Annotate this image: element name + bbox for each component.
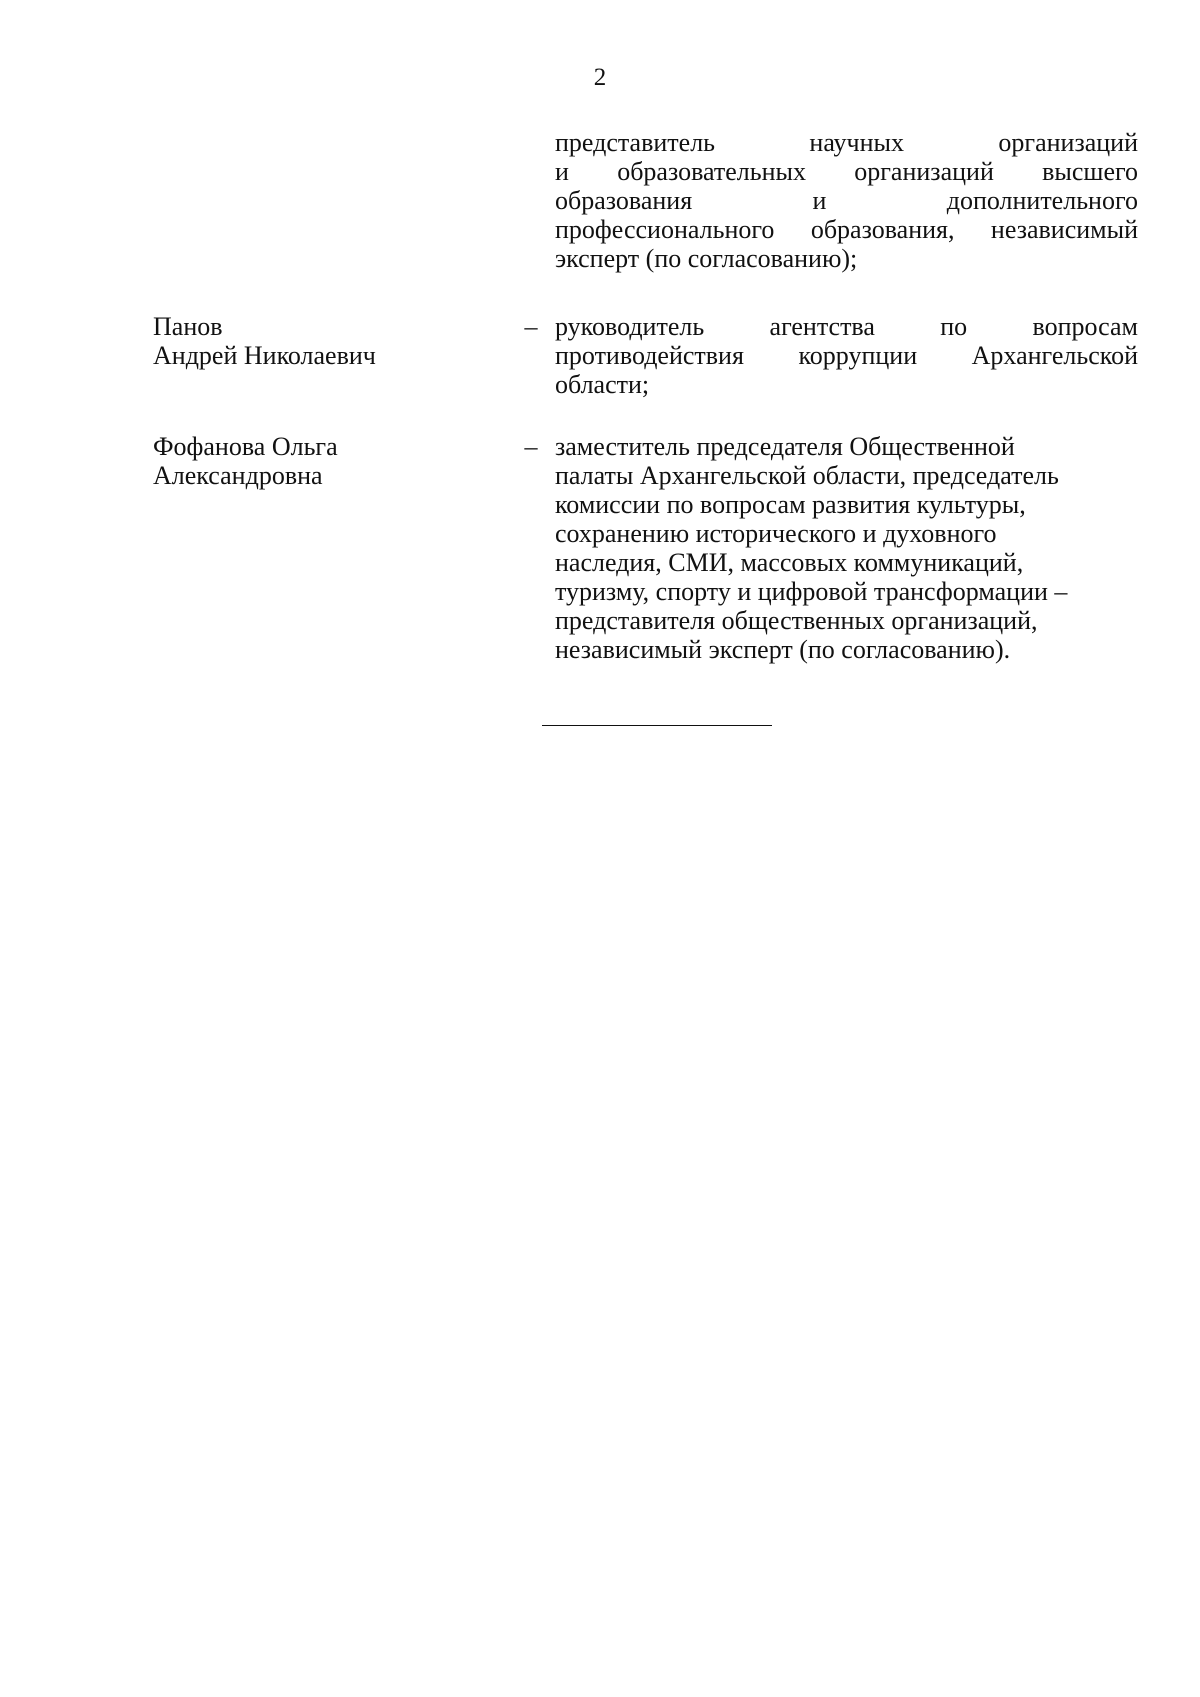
member-description <box>555 128 1138 273</box>
member-name <box>153 432 493 490</box>
member-name-line-2: Александровна <box>153 461 323 490</box>
description-line: руководитель агентства по вопросам <box>555 312 1138 341</box>
description-line: и образовательных организаций высшего <box>555 157 1138 186</box>
member-description <box>555 312 1138 399</box>
member-given-names: Андрей Николаевич <box>153 341 376 370</box>
description-line: профессионального образования, независимый <box>555 215 1138 244</box>
description-line: образования и дополнительного <box>555 186 1138 215</box>
description-line: представителя общественных организаций, <box>555 606 1038 635</box>
description-line: комиссии по вопросам развития культуры, <box>555 490 1026 519</box>
description-line: сохранению исторического и духовного <box>555 519 997 548</box>
description-line: независимый эксперт (по согласованию). <box>555 635 1011 664</box>
member-name-line-1: Фофанова Ольга <box>153 432 338 461</box>
member-description <box>555 432 1138 664</box>
description-line: наследия, СМИ, массовых коммуникаций, <box>555 548 1024 577</box>
description-line: противодействия коррупции Архангельской <box>555 341 1138 370</box>
member-surname: Панов <box>153 312 223 341</box>
end-divider-line <box>542 725 772 726</box>
description-line: палаты Архангельской области, председатель <box>555 461 1059 490</box>
member-name <box>153 312 493 370</box>
page-number: 2 <box>593 64 607 91</box>
description-line: заместитель председателя Общественной <box>555 432 1015 461</box>
description-line: представитель научных организаций <box>555 128 1138 157</box>
description-line: эксперт (по согласованию); <box>555 244 858 273</box>
dash-separator: – <box>524 312 538 341</box>
description-line: области; <box>555 370 650 399</box>
description-line: туризму, спорту и цифровой трансформации – <box>555 577 1068 606</box>
dash-separator: – <box>524 432 538 461</box>
